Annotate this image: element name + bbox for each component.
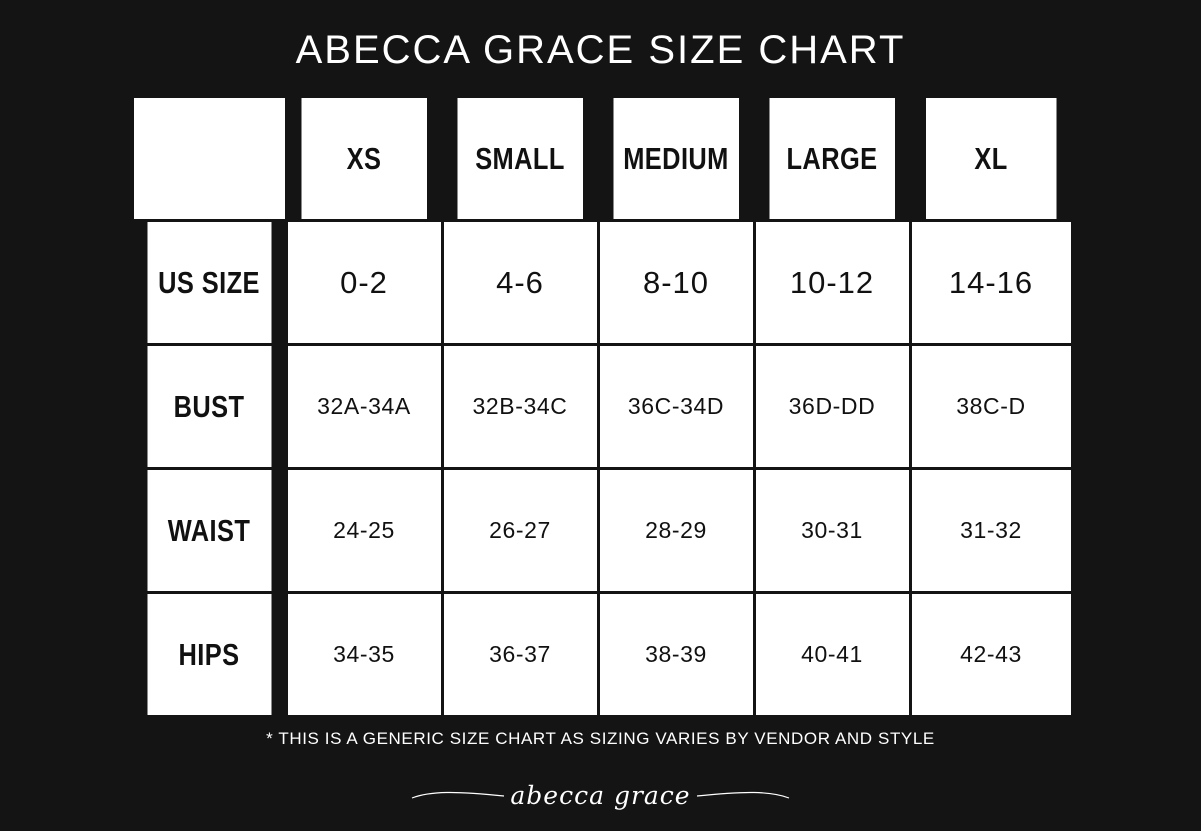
cell-bust-small: 32B-34C (442, 345, 598, 469)
cell-bust-large: 36D-DD (754, 345, 910, 469)
cell-hips-small: 36-37 (442, 593, 598, 717)
column-header-xs: XS (300, 97, 428, 221)
brand-logo-text: abecca grace (510, 781, 691, 810)
table-row (132, 469, 1072, 593)
cell-waist-small: 26-27 (442, 469, 598, 593)
cell-waist-xl: 31-32 (910, 469, 1072, 593)
row-header-bust: BUST (146, 345, 272, 469)
size-chart-table (131, 95, 1074, 718)
table-row (132, 345, 1072, 469)
row-header-waist: WAIST (146, 469, 272, 593)
cell-us-size-small: 4-6 (442, 221, 598, 345)
brand-logo (0, 775, 1201, 831)
table-header-row (132, 97, 1072, 221)
cell-waist-medium: 28-29 (598, 469, 754, 593)
cell-hips-xs: 34-35 (286, 593, 442, 717)
cell-us-size-xs: 0-2 (286, 221, 442, 345)
cell-us-size-large: 10-12 (754, 221, 910, 345)
swash-left-icon (410, 789, 506, 803)
row-header-us-size: US SIZE (146, 221, 272, 345)
cell-waist-xs: 24-25 (286, 469, 442, 593)
cell-bust-medium: 36C-34D (598, 345, 754, 469)
table-row (132, 221, 1072, 345)
table-corner-cell (132, 97, 286, 221)
column-header-medium: MEDIUM (612, 97, 740, 221)
cell-us-size-medium: 8-10 (598, 221, 754, 345)
cell-hips-large: 40-41 (754, 593, 910, 717)
column-header-large: LARGE (768, 97, 896, 221)
column-header-small: SMALL (456, 97, 584, 221)
cell-hips-medium: 38-39 (598, 593, 754, 717)
cell-bust-xs: 32A-34A (286, 345, 442, 469)
size-chart-table-container (131, 95, 1071, 718)
cell-bust-xl: 38C-D (910, 345, 1072, 469)
footnote-text: * THIS IS A GENERIC SIZE CHART AS SIZING VARIES BY VENDOR AND STYLE (266, 729, 935, 748)
cell-waist-large: 30-31 (754, 469, 910, 593)
cell-hips-xl: 42-43 (910, 593, 1072, 717)
page-title: ABECCA GRACE SIZE CHART (295, 28, 906, 72)
swash-right-icon (695, 789, 791, 803)
table-row (132, 593, 1072, 717)
cell-us-size-xl: 14-16 (910, 221, 1072, 345)
row-header-hips: HIPS (146, 593, 272, 717)
column-header-xl: XL (925, 97, 1058, 221)
